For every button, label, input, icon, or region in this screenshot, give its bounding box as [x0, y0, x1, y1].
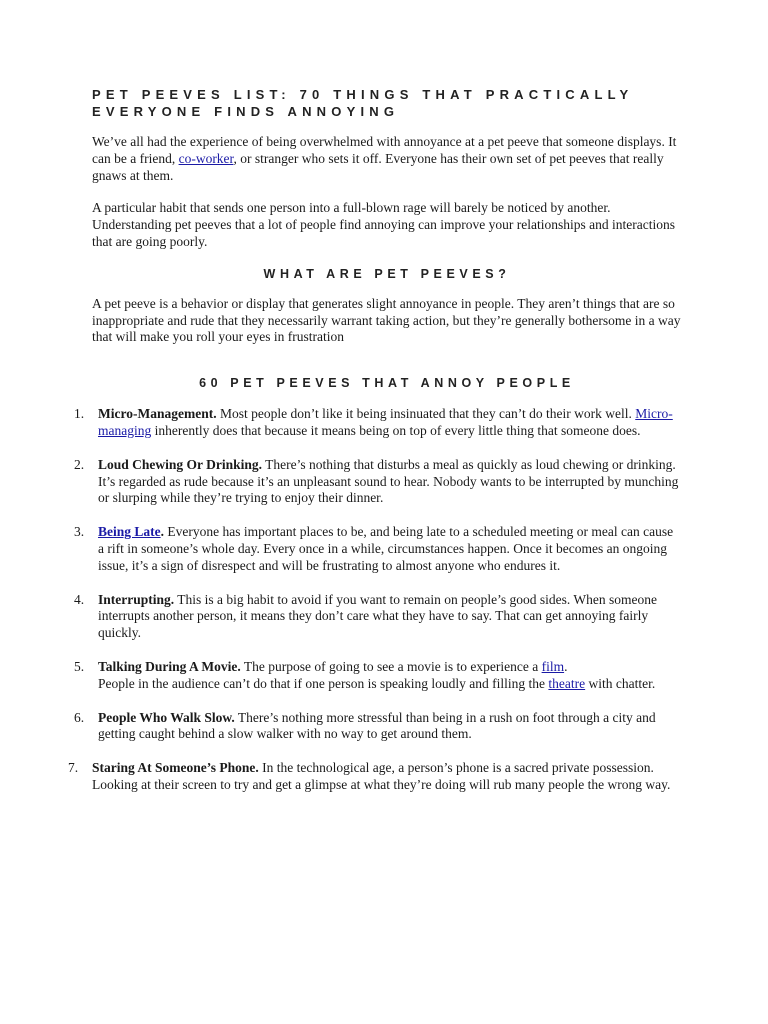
- section-heading-what-are: WHAT ARE PET PEEVES?: [263, 266, 511, 281]
- section-heading-list: 60 PET PEEVES THAT ANNOY PEOPLE: [199, 376, 575, 391]
- list-number: 4.: [74, 591, 85, 607]
- document-page: [68, 86, 682, 811]
- list-number: 5.: [74, 658, 85, 674]
- pet-peeves-list: [68, 406, 682, 794]
- list-item: 3. Being Late. Everyone has important places to be, and being late to a scheduled meeting or meal can cause a rift in someone’s whole day. Every once in a while, circumstances happen. Once it becomes an ongoing issue, it’s a sign of disrespect and will be frustrating to almost anyone who endures it.: [74, 524, 674, 573]
- list-number: 2.: [74, 456, 85, 472]
- item-heading: Micro-Management.: [98, 406, 217, 422]
- item-heading: People Who Walk Slow.: [98, 709, 235, 725]
- list-item: 2. Loud Chewing Or Drinking. There’s nothing that disturbs a meal as quickly as loud chewing or drinking. It’s regarded as rude because it’s an unpleasant sound to hear. Nobody wants to be interrupted by munching or slurping while they’re trying to enjoy their dinner.: [74, 456, 679, 506]
- list-item: 6. People Who Walk Slow. There’s nothing more stressful than being in a rush on foot through a city and getting caught behind a slow walker with no way to get around them.: [74, 709, 656, 742]
- item-heading: Loud Chewing Or Drinking.: [98, 456, 263, 472]
- list-number: 6.: [74, 709, 85, 725]
- film-link[interactable]: film: [541, 658, 565, 674]
- definition-paragraph: A pet peeve is a behavior or display that generates slight annoyance in people. They aren’t things that are so inappropriate and rude that they necessarily warrant taking action, but they’re generally bothersome in a way that will make you roll your eyes in frustration: [92, 295, 681, 345]
- list-item: 4. Interrupting. This is a big habit to avoid if you want to remain on people’s good sides. When someone interrupts another person, it means they don’t care what they have to say. That can get annoying fairly quickly.: [74, 591, 657, 641]
- being-late-link[interactable]: Being Late: [98, 524, 161, 540]
- list-number: 3.: [74, 524, 85, 540]
- micro-managing-link[interactable]: Micro-managing: [98, 406, 673, 438]
- intro-paragraph-2: A particular habit that sends one person into a full-blown rage will barely be noticed by another. Understanding pet peeves that a lot of people find annoying can improve your relationships and interactions that are going poorly.: [92, 200, 675, 249]
- co-worker-link[interactable]: co-worker: [178, 150, 234, 166]
- list-number: 7.: [68, 760, 79, 776]
- list-number: 1.: [74, 406, 85, 422]
- list-item: 1. Micro-Management. Most people don’t like it being insinuated that they can’t do their work well. Micro-managing inherently does that because it means being on top of every little thing that someone does.: [74, 406, 673, 438]
- theatre-link[interactable]: theatre: [548, 675, 586, 691]
- item-heading: Talking During A Movie.: [98, 658, 241, 674]
- list-item: 7. Staring At Someone’s Phone. In the technological age, a person’s phone is a sacred private possession. Looking at their screen to try and get a glimpse at what they’re doing will rub many people the wrong way.: [68, 760, 671, 792]
- document-title: PET PEEVES LIST: 70 THINGS THAT PRACTICALLY EVERYONE FINDS ANNOYING: [92, 87, 634, 119]
- item-heading: Interrupting.: [98, 591, 175, 607]
- intro-paragraph-1: We’ve all had the experience of being overwhelmed with annoyance at a pet peeve that someone displays. It can be a friend, co-worker, or stranger who sets it off. Everyone has their own set of pet peeves that really gnaws at them.: [92, 134, 677, 183]
- item-heading: Staring At Someone’s Phone.: [92, 760, 259, 776]
- list-item: 5. Talking During A Movie. The purpose of going to see a movie is to experience a film. People in the audience can’t do that if one person is speaking loudly and filling the theatre with chatter.: [74, 658, 656, 691]
